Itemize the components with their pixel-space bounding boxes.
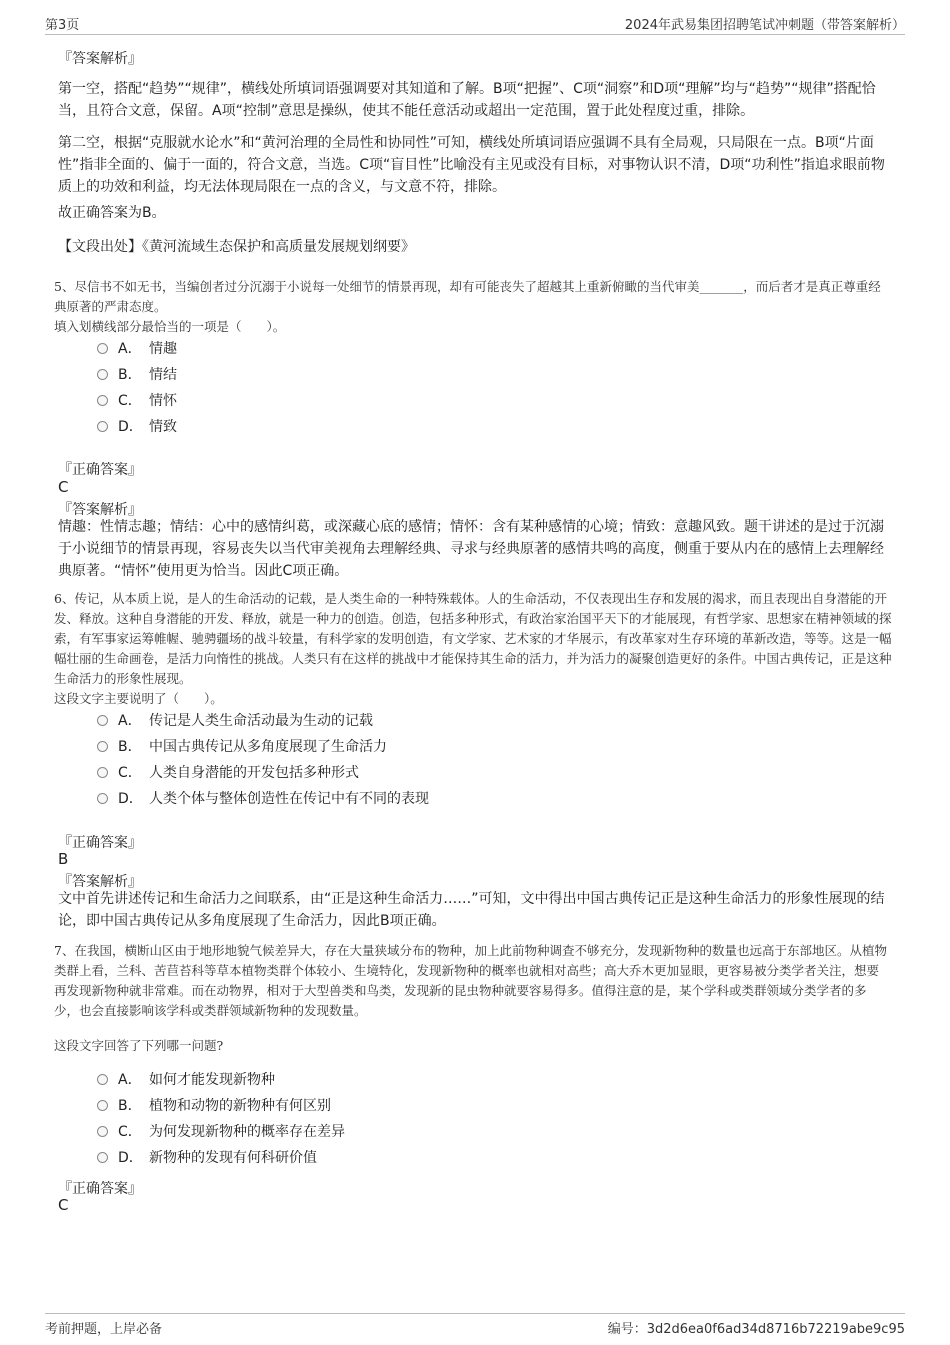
q6-analysis: 文中首先讲述传记和生命活力之间联系，由“正是这种生命活力……”可知，文中得出中国古典传记正是这种生命活力的形象性展现的结论，即中国古典传记从多角度展现了生命活力，因此B项正确。 — [58, 891, 885, 929]
radio-icon[interactable] — [97, 1152, 108, 1163]
radio-icon[interactable] — [97, 767, 108, 778]
q4-source: 【文段出处】《黄河流域生态保护和高质量发展规划纲要》 — [58, 239, 415, 255]
radio-icon[interactable] — [97, 715, 108, 726]
radio-icon[interactable] — [97, 1126, 108, 1137]
document-code: 编号：3d2d6ea0f6ad34d8716b72219abe9c95 — [607, 1322, 905, 1337]
q6-answer-label: 『正确答案』 — [58, 835, 142, 851]
q6-analysis-label: 『答案解析』 — [58, 874, 142, 890]
radio-icon[interactable] — [97, 1100, 108, 1111]
radio-icon[interactable] — [97, 369, 108, 380]
q7-option-a[interactable]: A． 如何才能发现新物种 — [97, 1070, 275, 1090]
q5-answer-label: 『正确答案』 — [58, 462, 142, 478]
q4-analysis-para2: 第二空，根据“克服就水论水”和“黄河治理的全局性和协同性”可知，横线处所填词语应强调不具有全局观，只局限在一点。B项“片面性”指非全面的、偏于一面的，符合文意，当选。C项“盲目性”比喻没有主见或没有目标，对事物认识不清，D项“功利性”指追求眼前物质上的功效和利益，均无法体现局限在一点的含义，与文意不符，排除。 — [58, 135, 885, 195]
q7-answer-label: 『正确答案』 — [58, 1181, 142, 1197]
q5-analysis: 情趣：性情志趣；情结：心中的感情纠葛，或深藏心底的感情；情怀：含有某种感情的心境；情致：意趣风致。题干讲述的是过于沉溺于小说细节的情景再现，容易丧失以当代审美视角去理解经典、寻求与经典原著的感情共鸣的高度，侧重于要从内在的感情上去理解经典原著。“情怀”使用更为恰当。因此C项正确。 — [58, 519, 884, 579]
footer-slogan: 考前押题，上岸必备 — [45, 1322, 163, 1337]
q7-stem: 7、在我国，横断山区由于地形地貌气候差异大，存在大量狭域分布的物种，加上此前物种调查不够充分，发现新物种的数量也远高于东部地区。从植物类群上看，兰科、苦苣苔科等草本植物类群个体较小、生境特化，发现新物种的概率也就相对高些；高大乔木更加显眼，更容易被分类学者关注，想要再发现新物种就非常难。而在动物界，相对于大型兽类和鸟类，发现新的昆虫物种就要容易得多。值得注意的是，某个学科或类群领域分类学者的多少，也会直接影响该学科或类群领域新物种的发现数量。 — [54, 943, 887, 1018]
q7-option-c[interactable]: C． 为何发现新物种的概率存在差异 — [97, 1122, 345, 1142]
q5-answer: C — [58, 478, 69, 496]
radio-icon[interactable] — [97, 1074, 108, 1085]
radio-icon[interactable] — [97, 395, 108, 406]
q7-answer: C — [58, 1196, 69, 1214]
q6-option-b[interactable]: B． 中国古典传记从多角度展现了生命活力 — [97, 737, 387, 757]
q5-option-c[interactable]: C． 情怀 — [97, 391, 177, 411]
page-header — [45, 14, 905, 35]
radio-icon[interactable] — [97, 741, 108, 752]
q6-option-a[interactable]: A． 传记是人类生命活动最为生动的记载 — [97, 711, 373, 731]
q5-stem: 5、尽信书不如无书，当编创者过分沉溺于小说每一处细节的情景再现，却有可能丧失了超越其上重新俯瞰的当代审美_______，而后者才是真正尊重经典原著的严肃态度。 — [54, 279, 881, 314]
q5-prompt: 填入划横线部分最恰当的一项是（ ）。 — [54, 319, 286, 334]
q5-option-a[interactable]: A． 情趣 — [97, 339, 177, 359]
radio-icon[interactable] — [97, 421, 108, 432]
q6-stem: 6、传记，从本质上说，是人的生命活动的记载，是人类生命的一种特殊载体。人的生命活动，不仅表现出生存和发展的渴求，而且表现出自身潜能的开发、释放。这种自身潜能的开发、释放，就是一种力的创造。创造，包括多种形式，有政治家治国平天下的才能展现，有哲学家、思想家在精神领域的探索，有军事家运筹帷幄、驰骋疆场的战斗较量，有科学家的发明创造，有文学家、艺术家的才华展示，有改革家对生存环境的革新改造，等等。这是一幅幅壮丽的生命画卷，是活力向惰性的挑战。人类只有在这样的挑战中才能保持其生命的活力，并为活力的凝聚创造更好的条件。中国古典传记，正是这种生命活力的形象性展现。 — [54, 591, 892, 686]
radio-icon[interactable] — [97, 793, 108, 804]
q5-option-b[interactable]: B． 情结 — [97, 365, 177, 385]
q4-analysis-para1: 第一空，搭配“趋势”“规律”，横线处所填词语强调要对其知道和了解。B项“把握”、C项“洞察”和D项“理解”均与“趋势”“规律”搭配恰当，且符合文意，保留。A项“控制”意思是操纵，使其不能任意活动或超出一定范围，置于此处程度过重，排除。 — [58, 81, 876, 119]
q4-analysis-label: 『答案解析』 — [58, 51, 142, 67]
q6-option-c[interactable]: C． 人类自身潜能的开发包括多种形式 — [97, 763, 359, 783]
q7-prompt: 这段文字回答了下列哪一问题? — [54, 1038, 224, 1053]
q7-option-d[interactable]: D． 新物种的发现有何科研价值 — [97, 1148, 317, 1168]
page-footer — [45, 1313, 905, 1340]
q6-answer: B — [58, 850, 69, 868]
page-number: 第3页 — [45, 18, 80, 33]
q5-analysis-label: 『答案解析』 — [58, 502, 142, 518]
q6-prompt: 这段文字主要说明了（ ）。 — [54, 691, 223, 706]
q5-option-d[interactable]: D． 情致 — [97, 417, 177, 437]
document-title: 2024年武易集团招聘笔试冲刺题（带答案解析） — [624, 18, 905, 33]
radio-icon[interactable] — [97, 343, 108, 354]
q4-conclusion: 故正确答案为B。 — [58, 205, 166, 221]
q7-option-b[interactable]: B． 植物和动物的新物种有何区别 — [97, 1096, 331, 1116]
q6-option-d[interactable]: D． 人类个体与整体创造性在传记中有不同的表现 — [97, 789, 429, 809]
